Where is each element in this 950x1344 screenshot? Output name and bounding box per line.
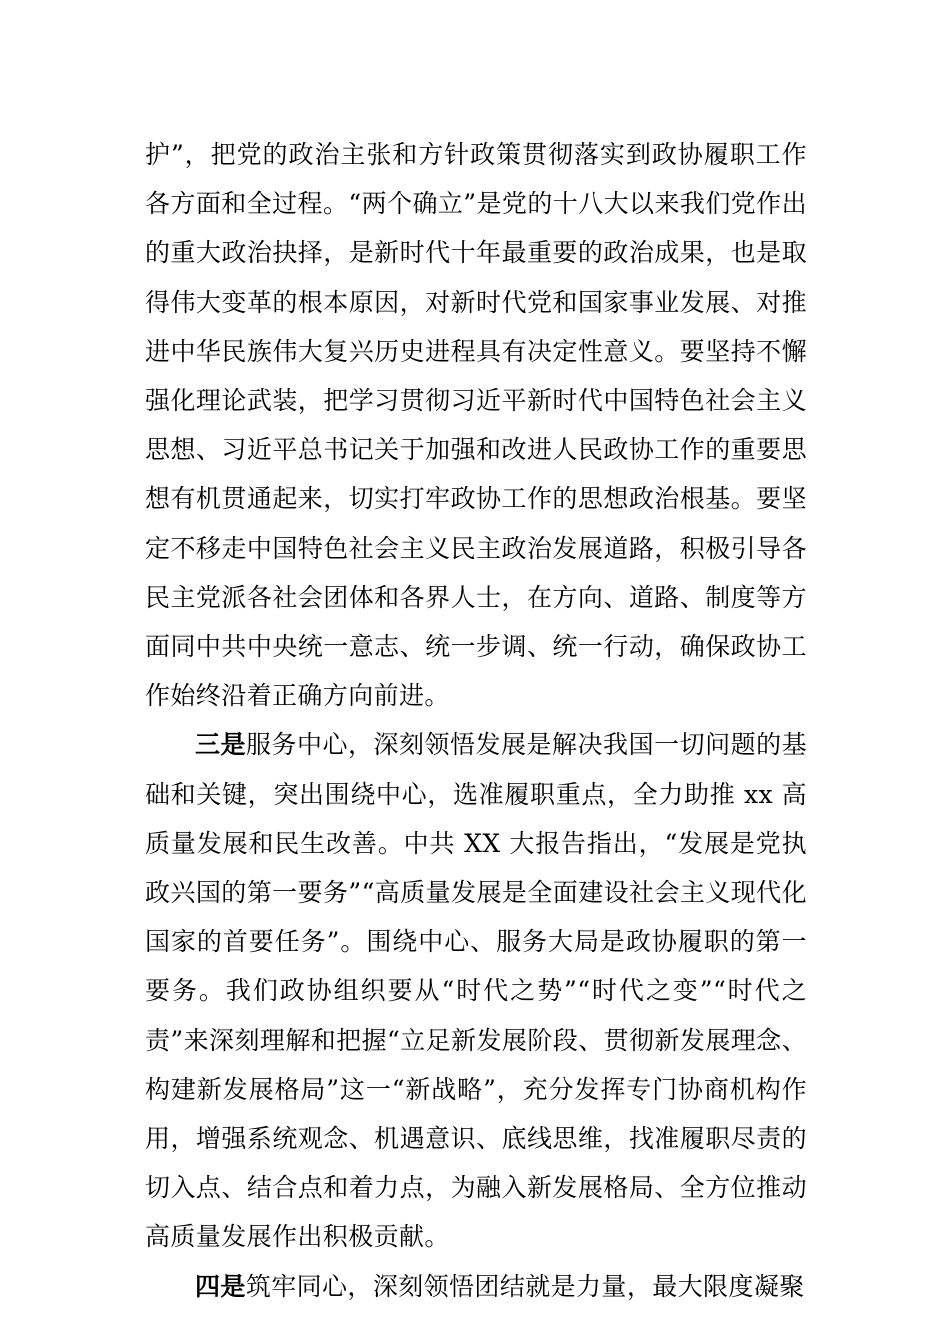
paragraph-text: 筑牢同心，深刻领悟团结就是力量，最大限度凝聚 (245, 1271, 805, 1301)
paragraph-point-four (145, 1262, 807, 1311)
document-body (145, 130, 807, 1311)
paragraph-text: 服务中心，深刻领悟发展是解决我国一切问题的基础和关键，突出围绕中心，选准履职重点，全力助推 xx 高质量发展和民生改善。中共 XX 大报告指出，“发展是党执政兴国的第一要务”“高质量发展是全面建设社会主义现代化国家的首要任务”。围绕中心、服务大局是政协履职的第一要务。我们政协组织要从“时代之势”“时代之变”“时代之责”来深刻理解和把握“立足新发展阶段、贯彻新发展理念、构建新发展格局”这一“新战略”，充分发挥专门协商机构作用，增强系统观念、机遇意识、底线思维，找准履职尽责的切入点、结合点和着力点，为融入新发展格局、全方位推动高质量发展作出积极贡献。 (145, 730, 807, 1252)
paragraph-lead: 三是 (195, 730, 247, 760)
paragraph-continuation (145, 130, 807, 720)
paragraph-lead: 四是 (195, 1271, 246, 1301)
paragraph-point-three (145, 720, 807, 1261)
paragraph-text: 护”，把党的政治主张和方针政策贯彻落实到政协履职工作各方面和全过程。“两个确立”是党的十八大以来我们党作出的重大政治抉择，是新时代十年最重要的政治成果，也是取得伟大变革的根本原因，对新时代党和国家事业发展、对推进中华民族伟大复兴历史进程具有决定性意义。要坚持不懈强化理论武装，把学习贯彻习近平新时代中国特色社会主义思想、习近平总书记关于加强和改进人民政协工作的重要思想有机贯通起来，切实打牢政协工作的思想政治根基。要坚定不移走中国特色社会主义民主政治发展道路，积极引导各民主党派各社会团体和各界人士，在方向、道路、制度等方面同中共中央统一意志、统一步调、统一行动，确保政协工作始终沿着正确方向前进。 (145, 140, 807, 711)
